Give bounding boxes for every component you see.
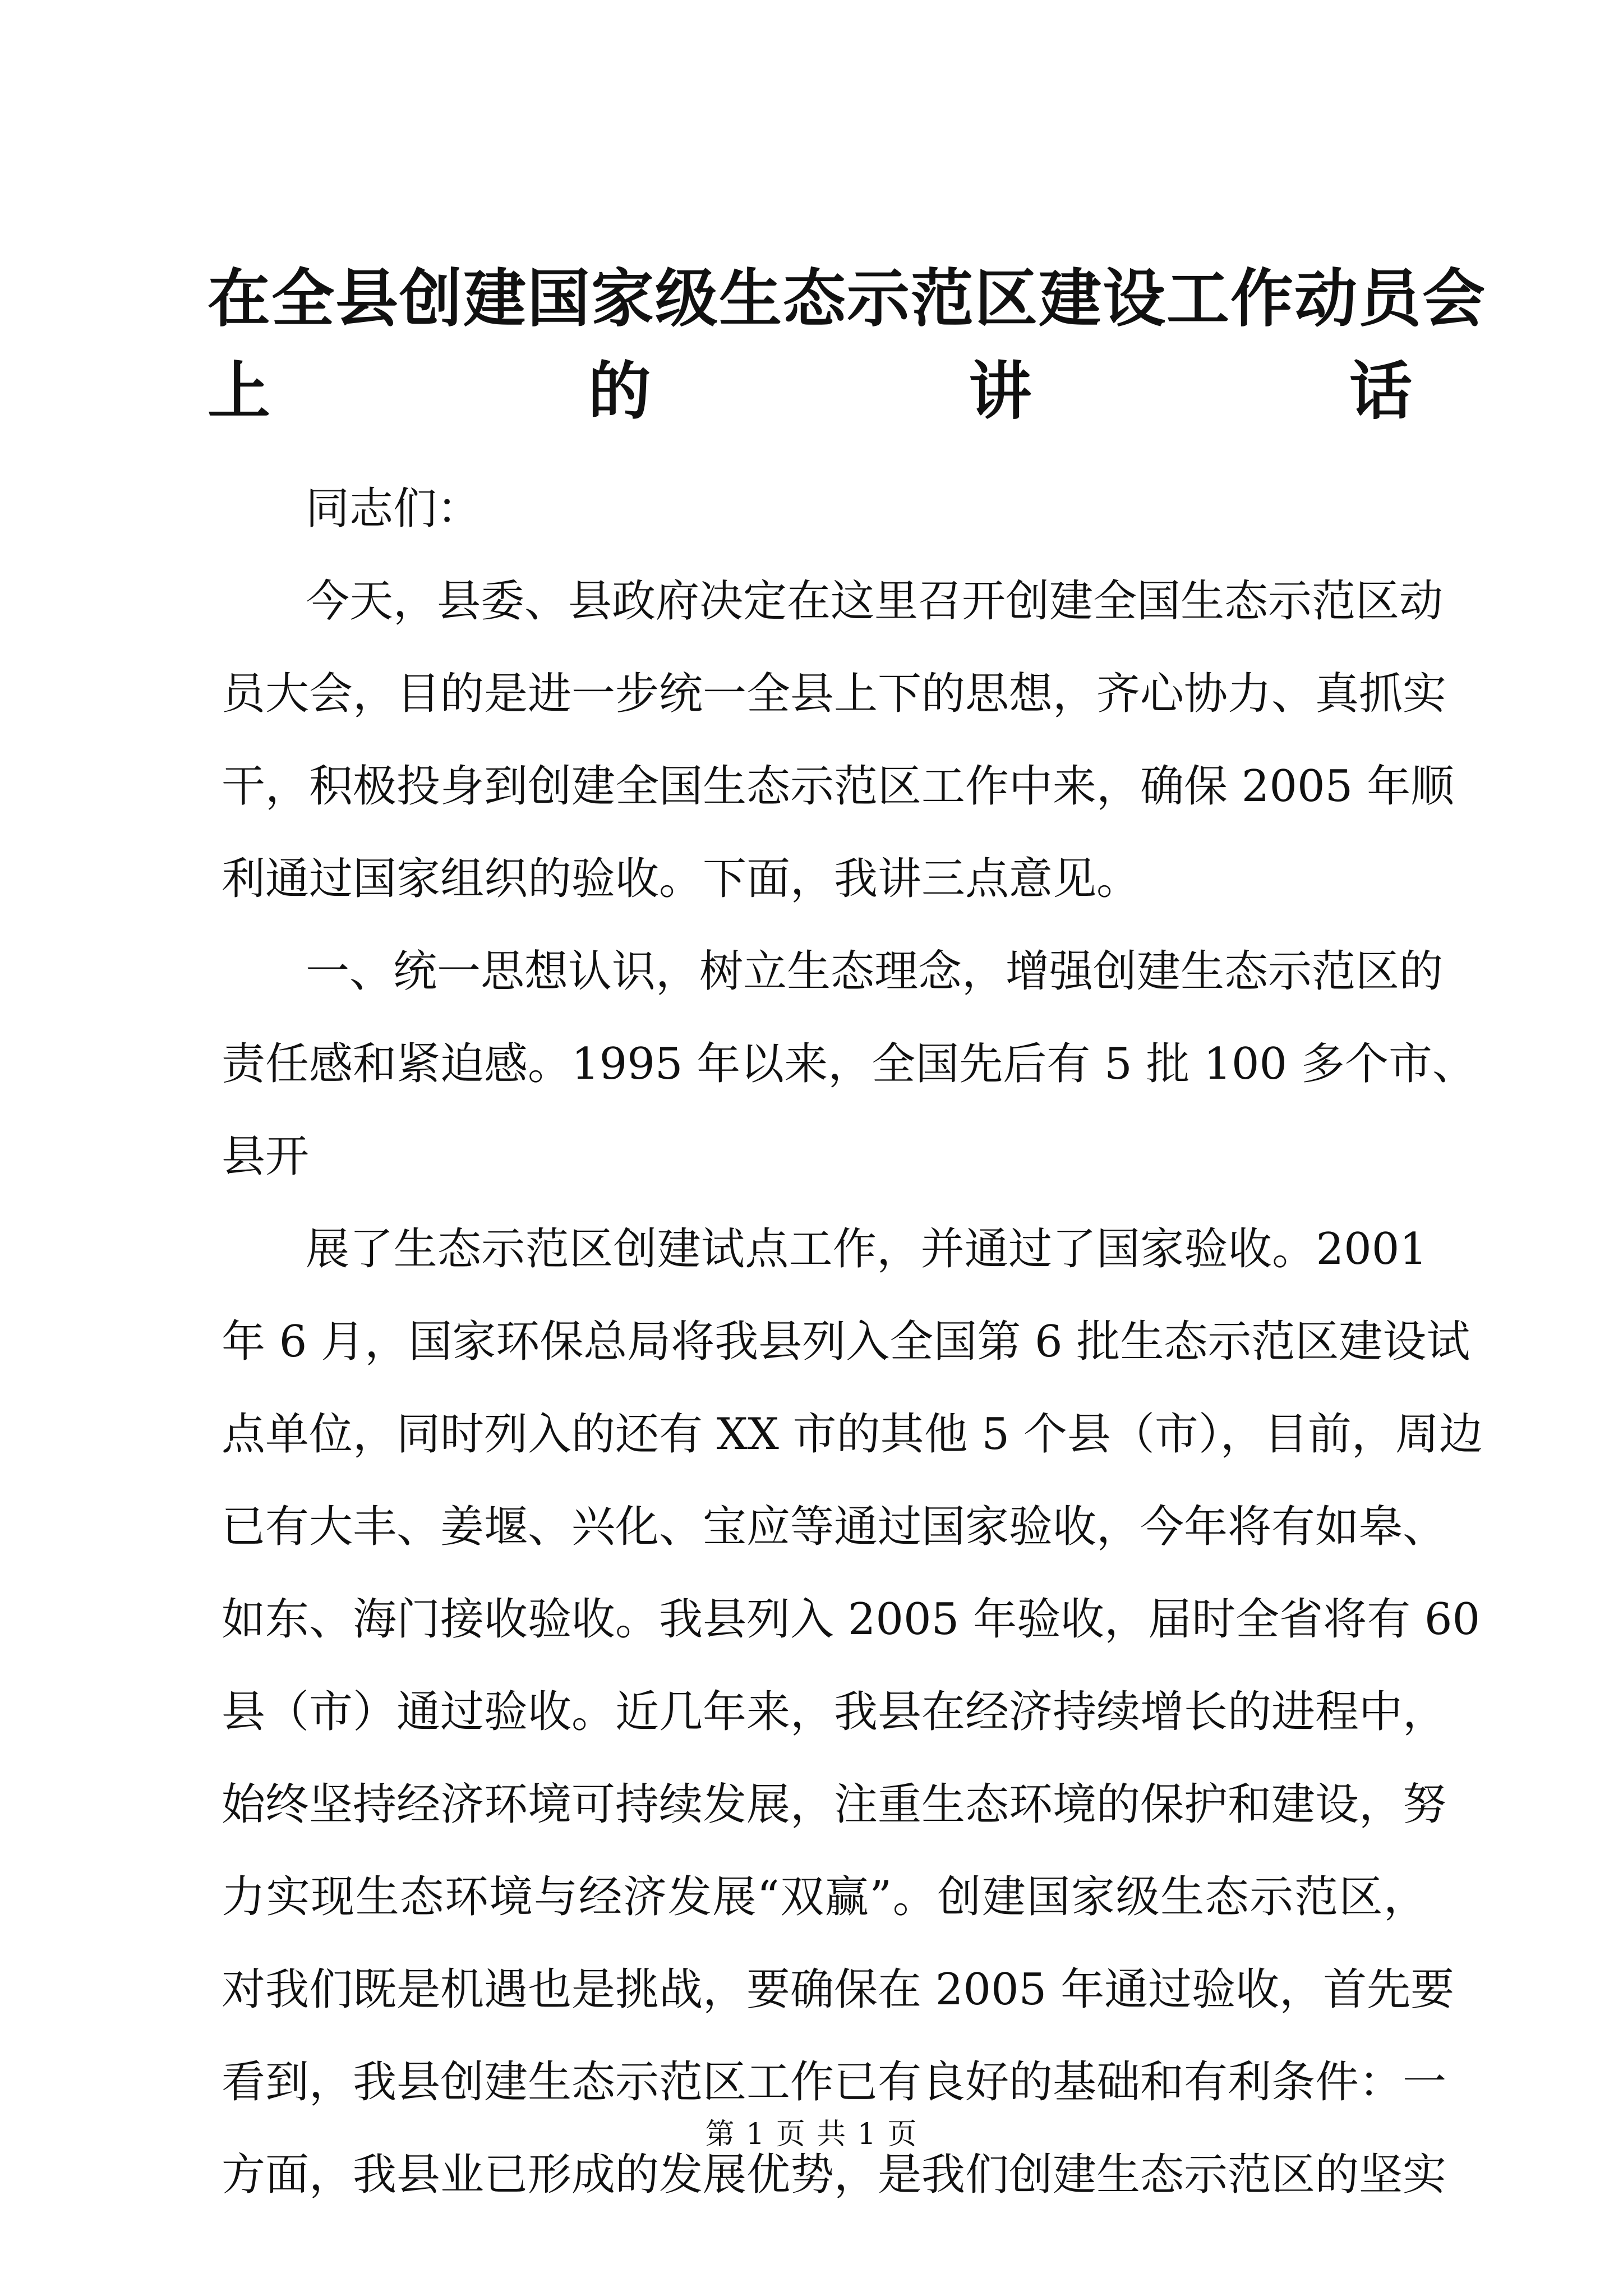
- paragraph-line: 看到，我县创建生态示范区工作已有良好的基础和有利条件：一: [222, 2057, 1447, 2108]
- paragraph-line: 方面，我县业已形成的发展优势，是我们创建生态示范区的坚实: [222, 2150, 1447, 2200]
- title-line: 上的讲话: [208, 355, 1413, 428]
- paragraph-line: 展了生态示范区创建试点工作，并通过了国家验收。2001: [306, 1224, 1427, 1274]
- intro-paragraph: [222, 555, 1455, 926]
- paragraph-line: 县开: [222, 1131, 310, 1182]
- paragraph-line: 今天，县委、县政府决定在这里召开创建全国生态示范区动: [306, 576, 1444, 627]
- paragraph-line: 年 6 月，国家环保总局将我县列入全国第 6 批生态示范区建设试: [222, 1317, 1470, 1367]
- document-title: [208, 252, 1486, 438]
- paragraph-line: 员大会，目的是进一步统一全县上下的思想，齐心协力、真抓实: [222, 669, 1447, 719]
- paragraph-line: 力实现生态环境与经济发展“双赢”。创建国家级生态示范区，: [222, 1872, 1427, 1922]
- paragraph-line: 利通过国家组织的验收。下面，我讲三点意见。: [222, 854, 1141, 904]
- paragraph-line: 对我们既是机遇也是挑战，要确保在 2005 年通过验收，首先要: [222, 1964, 1455, 2015]
- section-one-paragraph: [222, 926, 1476, 1203]
- paragraph-line: 始终坚持经济环境可持续发展，注重生态环境的保护和建设，努: [222, 1779, 1447, 1830]
- continuation-paragraph: [222, 1203, 1483, 2221]
- page-footer: 第 1 页 共 1 页: [705, 2118, 918, 2151]
- paragraph-line: 责任感和紧迫感。1995 年以来，全国先后有 5 批 100 多个市、: [222, 1039, 1476, 1089]
- paragraph-line: 县（市）通过验收。近几年来，我县在经济持续增长的进程中，: [222, 1687, 1447, 1737]
- document-body: [222, 463, 1483, 2221]
- paragraph-line: 干，积极投身到创建全国生态示范区工作中来，确保 2005 年顺: [222, 761, 1455, 812]
- paragraph-line: 一、统一思想认识，树立生态理念，增强创建生态示范区的: [306, 946, 1444, 997]
- paragraph-line: 已有大丰、姜堰、兴化、宝应等通过国家验收，今年将有如皋、: [222, 1502, 1447, 1552]
- paragraph-line: 如东、海门接收验收。我县列入 2005 年验收，届时全省将有 60: [222, 1594, 1481, 1645]
- salutation-paragraph: [222, 463, 1427, 555]
- paragraph-line: 点单位，同时列入的还有 XX 市的其他 5 个县（市），目前，周边: [222, 1409, 1483, 1460]
- paragraph-line: 同志们：: [306, 484, 481, 534]
- title-line: 在全县创建国家级生态示范区建设工作动员会: [208, 262, 1486, 335]
